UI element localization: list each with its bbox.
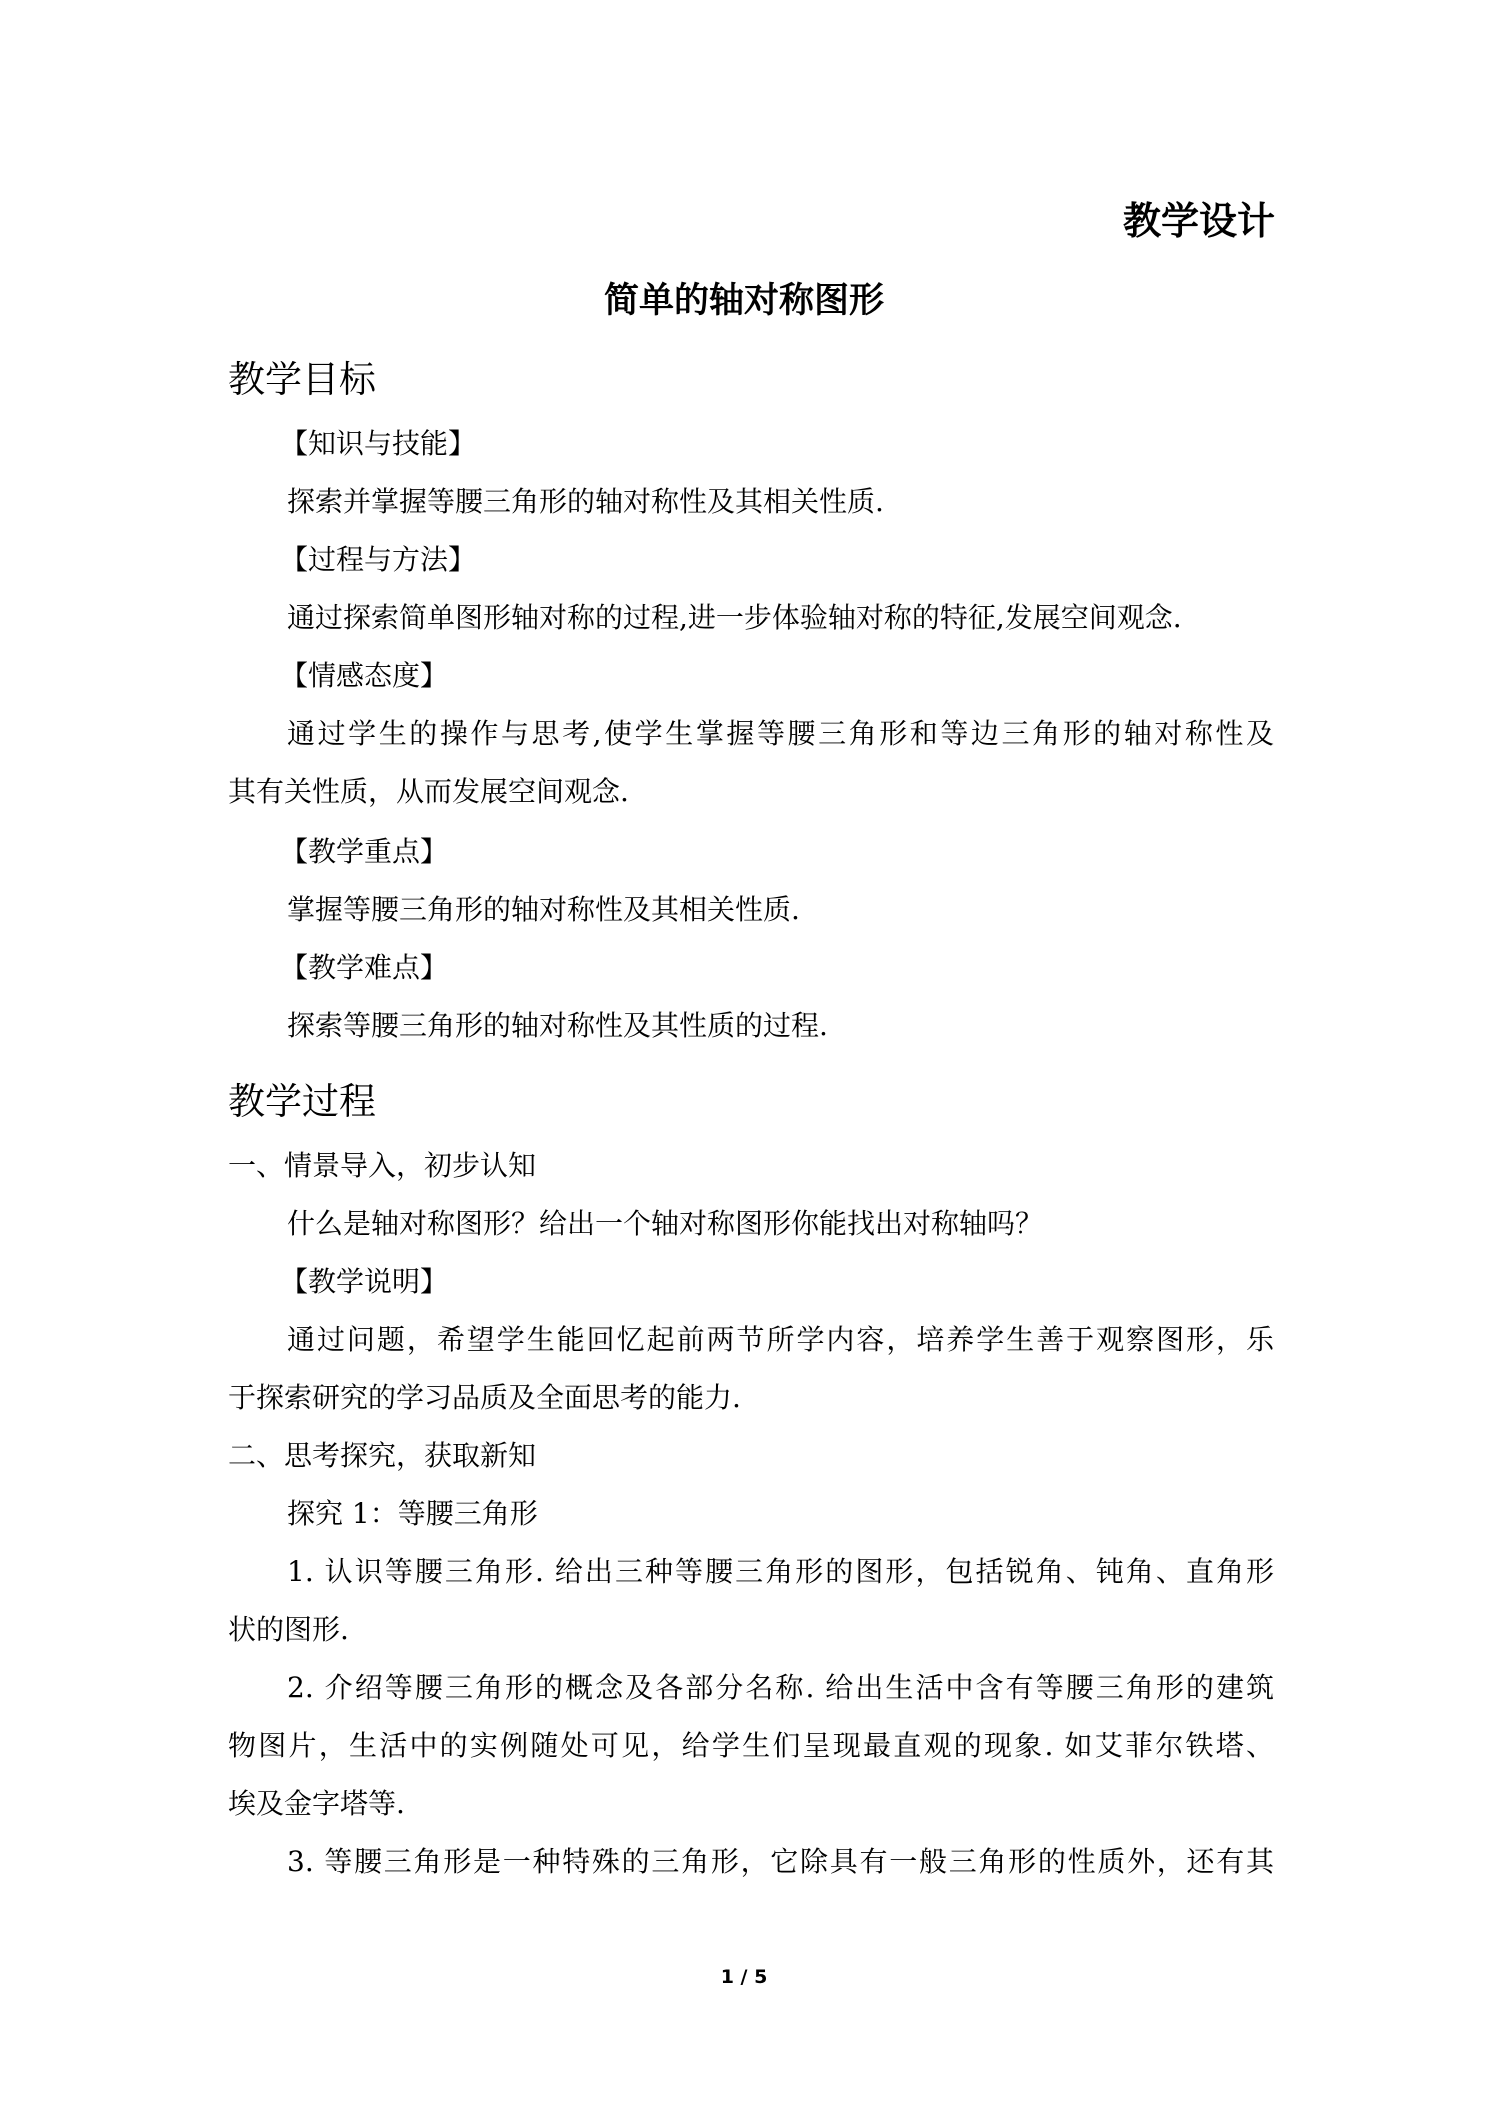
knowledge-text: 探索并掌握等腰三角形的轴对称性及其相关性质. — [287, 485, 884, 518]
key-point-label: 【教学重点】 — [280, 835, 449, 868]
part1-note-label: 【教学说明】 — [280, 1265, 449, 1298]
item2-line-2: 物图片，生活中的实例随处可见，给学生们呈现最直观的现象. 如艾菲尔铁塔、 — [228, 1729, 1274, 1762]
knowledge-label: 【知识与技能】 — [280, 427, 477, 460]
item2-line-3: 埃及金字塔等. — [228, 1787, 405, 1820]
part1-question: 什么是轴对称图形？给出一个轴对称图形你能找出对称轴吗？ — [287, 1207, 1044, 1240]
doc-type-label: 教学设计 — [1122, 199, 1275, 243]
item2-line-1: 2. 介绍等腰三角形的概念及各部分名称. 给出生活中含有等腰三角形的建筑 — [287, 1671, 1274, 1704]
item3-line-1: 3. 等腰三角形是一种特殊的三角形，它除具有一般三角形的性质外，还有其 — [287, 1845, 1274, 1878]
section-heading-objectives: 教学目标 — [228, 358, 376, 401]
part1-note-line-1: 通过问题，希望学生能回忆起前两节所学内容，培养学生善于观察图形，乐 — [287, 1323, 1274, 1356]
page-title: 简单的轴对称图形 — [603, 281, 884, 321]
process-method-label: 【过程与方法】 — [280, 543, 477, 576]
part2-title: 二、思考探究，获取新知 — [228, 1439, 537, 1472]
emotion-text-line-2: 其有关性质，从而发展空间观念. — [228, 775, 629, 808]
difficulty-text: 探索等腰三角形的轴对称性及其性质的过程. — [287, 1009, 828, 1042]
process-method-text: 通过探索简单图形轴对称的过程,进一步体验轴对称的特征,发展空间观念. — [287, 601, 1182, 634]
part1-note-line-2: 于探索研究的学习品质及全面思考的能力. — [228, 1381, 741, 1414]
page-number: 1 / 5 — [720, 1966, 768, 1988]
key-point-text: 掌握等腰三角形的轴对称性及其相关性质. — [287, 893, 800, 926]
emotion-text-line-1: 通过学生的操作与思考,使学生掌握等腰三角形和等边三角形的轴对称性及 — [287, 717, 1274, 750]
section-heading-process: 教学过程 — [228, 1080, 376, 1123]
explore1-title: 探究 1：等腰三角形 — [287, 1497, 538, 1530]
item1-line-2: 状的图形. — [228, 1613, 349, 1646]
emotion-label: 【情感态度】 — [280, 659, 449, 692]
item1-line-1: 1. 认识等腰三角形. 给出三种等腰三角形的图形，包括锐角、钝角、直角形 — [287, 1555, 1274, 1588]
part1-title: 一、情景导入，初步认知 — [228, 1149, 537, 1182]
difficulty-label: 【教学难点】 — [280, 951, 449, 984]
